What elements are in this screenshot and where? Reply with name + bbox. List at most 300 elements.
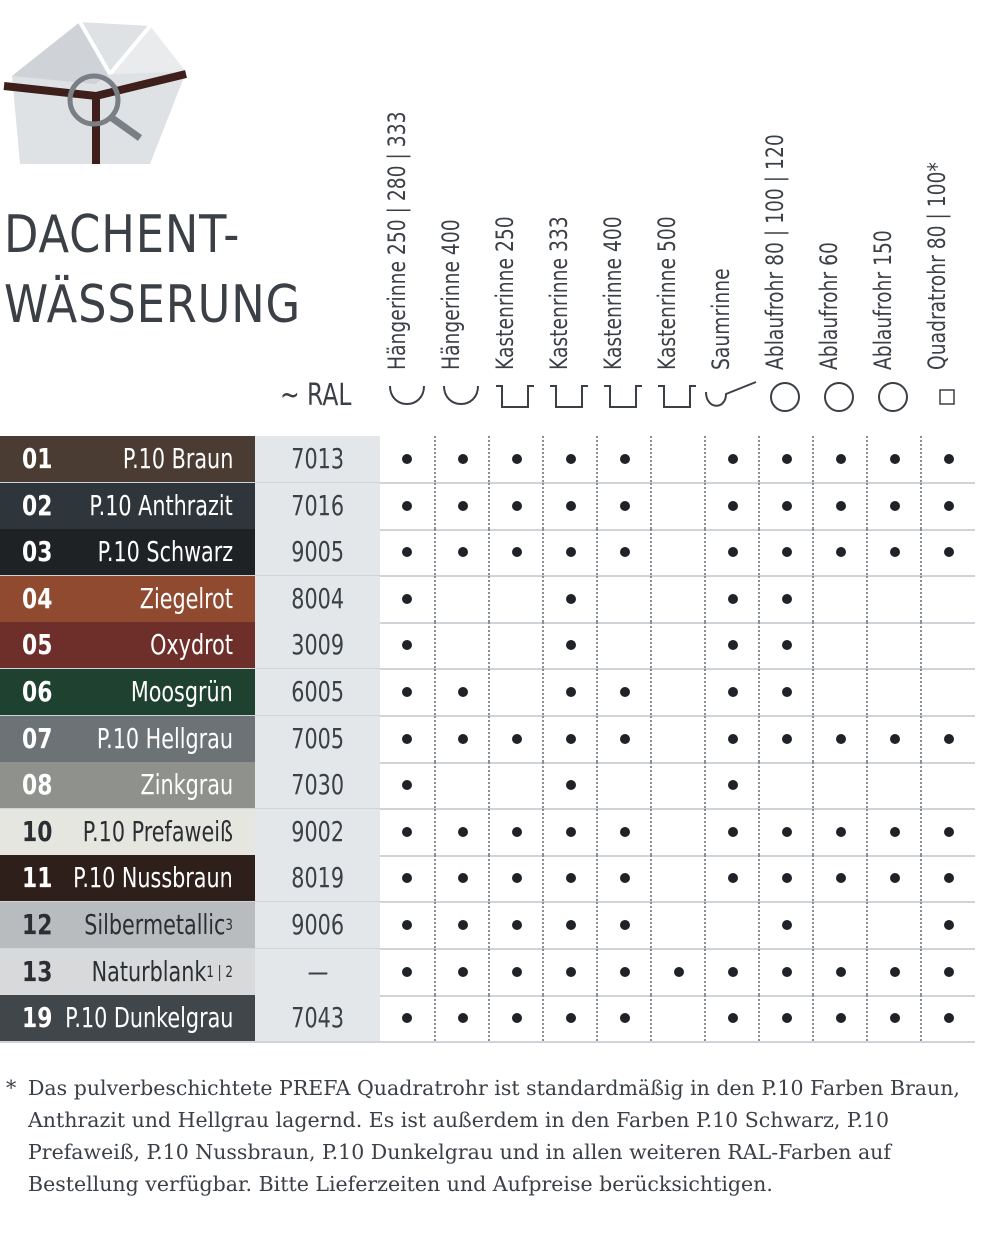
availability-dot <box>890 873 900 883</box>
column-header <box>542 60 596 370</box>
box-gutter-icon <box>596 380 650 414</box>
availability-dot <box>402 594 412 604</box>
color-number: 12 <box>22 908 53 941</box>
title-line-2: WÄSSERUNG <box>4 275 302 335</box>
availability-cell <box>758 669 814 715</box>
availability-dot <box>836 547 846 557</box>
column-header-label: Hängerinne 400 <box>437 219 465 370</box>
availability-cell <box>542 949 598 995</box>
availability-cell <box>596 949 652 995</box>
availability-dot <box>458 827 468 837</box>
availability-dot <box>782 687 792 697</box>
availability-dot <box>566 920 576 930</box>
availability-cell <box>812 995 868 1041</box>
availability-cell <box>866 809 922 855</box>
availability-dot <box>836 827 846 837</box>
column-header-label: Ablaufrohr 60 <box>815 242 843 370</box>
availability-dot <box>620 827 630 837</box>
availability-dot <box>620 501 630 511</box>
availability-cell <box>866 483 922 529</box>
ral-code <box>255 483 380 529</box>
availability-dot <box>402 1013 412 1023</box>
availability-dot <box>728 734 738 744</box>
column-header <box>380 60 434 370</box>
column-header <box>650 60 704 370</box>
roof-magnifier-icon <box>0 14 200 164</box>
column-header <box>812 60 866 370</box>
color-swatch <box>0 483 255 529</box>
title-line-1: DACHENT- <box>4 205 241 265</box>
color-name <box>84 902 233 952</box>
availability-dot <box>782 967 792 977</box>
availability-dot <box>836 501 846 511</box>
color-name-text: P.10 Prefaweiß <box>82 814 233 848</box>
table-row <box>0 855 975 903</box>
color-name <box>90 483 233 529</box>
availability-cell <box>704 949 760 995</box>
availability-cell <box>758 855 814 901</box>
availability-cell <box>434 762 490 808</box>
footnote-reference: 1 | 2 <box>206 961 233 981</box>
availability-cell <box>542 669 598 715</box>
table-row <box>0 949 975 997</box>
color-swatch <box>0 716 255 762</box>
availability-cell <box>866 436 922 482</box>
table-row <box>0 529 975 577</box>
availability-cell <box>488 949 544 995</box>
availability-cell <box>596 669 652 715</box>
availability-cell <box>434 622 490 668</box>
availability-dot <box>728 780 738 790</box>
availability-cell <box>434 809 490 855</box>
availability-cell <box>650 436 706 482</box>
column-header <box>866 60 920 370</box>
availability-dot <box>890 454 900 464</box>
availability-cell <box>650 809 706 855</box>
column-header-label: Kastenrinne 400 <box>599 216 627 370</box>
availability-cell <box>704 809 760 855</box>
availability-cell <box>920 483 976 529</box>
availability-cell <box>758 762 814 808</box>
column-header-label: Ablaufrohr 80 | 100 | 120 <box>761 134 789 370</box>
color-number: 06 <box>22 675 53 708</box>
availability-cell <box>920 902 976 948</box>
availability-dot <box>620 920 630 930</box>
availability-dot <box>402 454 412 464</box>
availability-cell <box>650 949 706 995</box>
availability-cell <box>650 483 706 529</box>
ral-code-text: 7005 <box>291 721 344 755</box>
availability-cell <box>380 576 434 622</box>
availability-cell <box>542 995 598 1041</box>
color-swatch <box>0 995 255 1041</box>
footnote <box>6 1072 966 1200</box>
ral-code <box>255 576 380 622</box>
availability-cell <box>380 762 434 808</box>
availability-cell <box>542 576 598 622</box>
availability-cell <box>596 622 652 668</box>
color-name-text: P.10 Hellgrau <box>96 721 233 755</box>
footnote-reference: 3 <box>225 915 233 934</box>
availability-cell <box>596 436 652 482</box>
availability-cell <box>920 995 976 1041</box>
column-header <box>488 60 542 370</box>
footnote-marker: * <box>6 1076 17 1100</box>
availability-dot <box>728 640 738 650</box>
availability-dot <box>620 967 630 977</box>
color-swatch <box>0 762 255 808</box>
availability-cell <box>434 436 490 482</box>
availability-dot <box>782 734 792 744</box>
ral-code <box>255 995 380 1041</box>
availability-cell <box>488 716 544 762</box>
availability-cell <box>920 809 976 855</box>
table-row <box>0 576 975 624</box>
availability-dot <box>890 1013 900 1023</box>
column-header-label: Ablaufrohr 150 <box>869 230 897 370</box>
availability-cell <box>596 716 652 762</box>
eaves-gutter-icon <box>704 380 758 414</box>
availability-cell <box>866 995 922 1041</box>
ral-code <box>255 716 380 762</box>
availability-dot <box>512 501 522 511</box>
column-header-label: Kastenrinne 250 <box>491 216 519 370</box>
availability-dot <box>566 501 576 511</box>
availability-cell <box>596 483 652 529</box>
availability-dot <box>728 967 738 977</box>
color-name <box>140 576 233 622</box>
ral-code <box>255 669 380 715</box>
ral-code <box>255 809 380 855</box>
ral-code-text: 7043 <box>291 1001 344 1035</box>
availability-dot <box>944 547 954 557</box>
availability-dot <box>566 454 576 464</box>
color-name-text: P.10 Dunkelgrau <box>64 1001 233 1035</box>
availability-cell <box>488 995 544 1041</box>
color-swatch <box>0 809 255 855</box>
availability-dot <box>944 1013 954 1023</box>
availability-cell <box>866 762 922 808</box>
availability-cell <box>812 483 868 529</box>
availability-dot <box>566 734 576 744</box>
availability-dot <box>512 827 522 837</box>
availability-dot <box>782 547 792 557</box>
availability-cell <box>380 483 434 529</box>
color-name <box>131 669 233 715</box>
availability-dot <box>728 501 738 511</box>
availability-dot <box>836 967 846 977</box>
availability-cell <box>380 436 434 482</box>
availability-cell <box>380 669 434 715</box>
availability-cell <box>488 529 544 575</box>
availability-dot <box>512 734 522 744</box>
availability-cell <box>758 483 814 529</box>
box-gutter-icon <box>488 380 542 414</box>
column-header <box>758 60 812 370</box>
availability-dot <box>620 547 630 557</box>
color-name-text: P.10 Anthrazit <box>89 488 233 522</box>
availability-dot <box>782 873 792 883</box>
availability-dot <box>402 501 412 511</box>
availability-dot <box>620 734 630 744</box>
availability-cell <box>488 669 544 715</box>
ral-code-text: 8019 <box>291 861 344 895</box>
availability-cell <box>758 529 814 575</box>
availability-cell <box>704 902 760 948</box>
availability-cell <box>812 716 868 762</box>
color-swatch <box>0 622 255 668</box>
ral-code <box>255 855 380 901</box>
availability-dot <box>890 547 900 557</box>
availability-cell <box>488 809 544 855</box>
color-number: 02 <box>22 488 53 522</box>
table-row <box>0 436 975 484</box>
availability-dot <box>566 640 576 650</box>
availability-dot <box>944 734 954 744</box>
availability-dot <box>458 547 468 557</box>
color-name-text: P.10 Nussbraun <box>73 861 233 895</box>
ral-code-text: 9005 <box>291 535 344 569</box>
availability-cell <box>650 995 706 1041</box>
availability-cell <box>758 576 814 622</box>
color-number: 10 <box>22 814 53 848</box>
availability-cell <box>488 902 544 948</box>
availability-cell <box>434 669 490 715</box>
availability-dot <box>890 967 900 977</box>
color-name-text: Naturblank <box>91 954 207 988</box>
ral-code <box>255 949 380 995</box>
table-row <box>0 902 975 950</box>
ral-code <box>255 529 380 575</box>
color-swatch <box>0 436 255 482</box>
footnote-text: Das pulverbeschichtete PREFA Quadratrohr ist standardmäßig in den P.10 Farben Braun, Anthrazit und Hellgrau lagernd. Es ist außerdem in den Farben P.10 Schwarz, P.10 Prefaweiß, P.10 Nussbraun, P.10 Dunkelgrau und in allen weiteren RAL-Farben auf Bestellung verfügbar. Bitte Lieferzeiten und Aufpreise berücksichtigen. <box>28 1076 960 1196</box>
color-swatch <box>0 902 255 948</box>
availability-dot <box>566 967 576 977</box>
availability-dot <box>944 920 954 930</box>
availability-cell <box>812 762 868 808</box>
availability-dot <box>566 873 576 883</box>
availability-cell <box>380 529 434 575</box>
availability-dot <box>402 780 412 790</box>
color-name <box>140 762 233 808</box>
availability-dot <box>512 1013 522 1023</box>
availability-cell <box>650 529 706 575</box>
availability-dot <box>512 920 522 930</box>
availability-cell <box>434 483 490 529</box>
availability-cell <box>596 762 652 808</box>
table-row <box>0 809 975 857</box>
availability-cell <box>866 949 922 995</box>
ral-code-text: — <box>307 954 328 988</box>
availability-cell <box>812 576 868 622</box>
availability-cell <box>650 855 706 901</box>
availability-cell <box>596 809 652 855</box>
availability-cell <box>812 809 868 855</box>
hanging-gutter-icon <box>380 380 434 414</box>
availability-dot <box>458 454 468 464</box>
availability-cell <box>704 995 760 1041</box>
availability-dot <box>458 687 468 697</box>
column-header-label: Kastenrinne 333 <box>545 216 573 370</box>
color-name <box>73 855 233 901</box>
availability-dot <box>782 501 792 511</box>
availability-dot <box>836 873 846 883</box>
column-header-label: Kastenrinne 500 <box>653 216 681 370</box>
round-pipe-icon <box>812 380 866 414</box>
color-swatch <box>0 576 255 622</box>
roof-drainage-logo <box>0 14 200 164</box>
availability-dot <box>728 454 738 464</box>
availability-cell <box>704 483 760 529</box>
availability-cell <box>812 949 868 995</box>
ral-code <box>255 902 380 948</box>
ral-code-text: 6005 <box>291 675 344 708</box>
availability-dot <box>402 687 412 697</box>
availability-dot <box>890 827 900 837</box>
availability-cell <box>704 622 760 668</box>
availability-dot <box>782 827 792 837</box>
color-name <box>97 529 233 575</box>
availability-cell <box>704 576 760 622</box>
availability-dot <box>782 1013 792 1023</box>
availability-cell <box>542 855 598 901</box>
availability-dot <box>566 827 576 837</box>
availability-dot <box>458 501 468 511</box>
availability-cell <box>920 436 976 482</box>
availability-dot <box>728 1013 738 1023</box>
ral-code-text: 7016 <box>291 488 344 522</box>
availability-dot <box>836 454 846 464</box>
ral-column-header: ~ RAL <box>280 378 352 413</box>
box-gutter-icon <box>650 380 704 414</box>
box-gutter-icon <box>542 380 596 414</box>
color-name <box>92 949 233 999</box>
availability-cell <box>488 483 544 529</box>
color-name-text: Moosgrün <box>131 675 233 708</box>
color-number: 13 <box>22 954 53 988</box>
table-row <box>0 762 975 810</box>
availability-cell <box>434 995 490 1041</box>
availability-cell <box>920 576 976 622</box>
color-name <box>150 622 233 668</box>
availability-cell <box>542 762 598 808</box>
availability-dot <box>620 687 630 697</box>
ral-code <box>255 436 380 482</box>
availability-cell <box>596 576 652 622</box>
availability-dot <box>512 454 522 464</box>
availability-cell <box>434 855 490 901</box>
availability-cell <box>542 436 598 482</box>
availability-cell <box>704 529 760 575</box>
availability-cell <box>866 716 922 762</box>
availability-dot <box>836 1013 846 1023</box>
availability-dot <box>402 734 412 744</box>
availability-dot <box>402 640 412 650</box>
availability-dot <box>512 873 522 883</box>
color-swatch <box>0 855 255 901</box>
availability-cell <box>758 809 814 855</box>
availability-dot <box>890 501 900 511</box>
color-swatch <box>0 669 255 715</box>
availability-dot <box>458 873 468 883</box>
column-header <box>596 60 650 370</box>
availability-cell <box>920 949 976 995</box>
availability-cell <box>866 576 922 622</box>
color-number: 03 <box>22 535 53 569</box>
hanging-gutter-icon <box>434 380 488 414</box>
availability-cell <box>380 949 434 995</box>
color-number: 08 <box>22 768 53 802</box>
availability-cell <box>596 902 652 948</box>
availability-cell <box>434 902 490 948</box>
availability-dot <box>782 640 792 650</box>
ral-code-text: 3009 <box>291 628 344 662</box>
availability-cell <box>434 716 490 762</box>
availability-cell <box>758 902 814 948</box>
availability-dot <box>728 547 738 557</box>
availability-dot <box>620 1013 630 1023</box>
availability-cell <box>650 669 706 715</box>
color-swatch <box>0 529 255 575</box>
availability-dot <box>458 1013 468 1023</box>
availability-dot <box>728 873 738 883</box>
availability-cell <box>704 436 760 482</box>
availability-cell <box>596 529 652 575</box>
availability-cell <box>380 855 434 901</box>
table-row <box>0 995 975 1043</box>
availability-cell <box>758 949 814 995</box>
availability-cell <box>920 529 976 575</box>
color-number: 05 <box>22 628 53 662</box>
availability-dot <box>458 920 468 930</box>
availability-cell <box>488 762 544 808</box>
availability-cell <box>920 762 976 808</box>
availability-cell <box>434 949 490 995</box>
color-number: 11 <box>22 861 53 895</box>
availability-cell <box>920 716 976 762</box>
availability-dot <box>458 967 468 977</box>
availability-dot <box>944 967 954 977</box>
availability-dot <box>458 734 468 744</box>
ral-code-text: 8004 <box>291 581 344 615</box>
availability-cell <box>650 762 706 808</box>
availability-dot <box>890 734 900 744</box>
color-name <box>122 436 233 482</box>
availability-cell <box>542 809 598 855</box>
column-header-label: Hängerinne 250 | 280 | 333 <box>383 111 411 370</box>
availability-dot <box>674 967 684 977</box>
column-header <box>920 60 974 370</box>
availability-dot <box>402 827 412 837</box>
availability-cell <box>380 809 434 855</box>
availability-dot <box>566 687 576 697</box>
round-pipe-icon <box>758 380 812 414</box>
availability-dot <box>944 501 954 511</box>
availability-cell <box>812 855 868 901</box>
availability-dot <box>944 827 954 837</box>
color-name <box>83 809 233 855</box>
availability-cell <box>488 622 544 668</box>
ral-code <box>255 622 380 668</box>
color-name-text: Silbermetallic <box>84 908 226 941</box>
availability-cell <box>488 855 544 901</box>
availability-dot <box>728 594 738 604</box>
availability-cell <box>812 902 868 948</box>
color-swatch <box>0 949 255 995</box>
availability-dot <box>402 967 412 977</box>
table-row <box>0 669 975 717</box>
availability-dot <box>944 873 954 883</box>
